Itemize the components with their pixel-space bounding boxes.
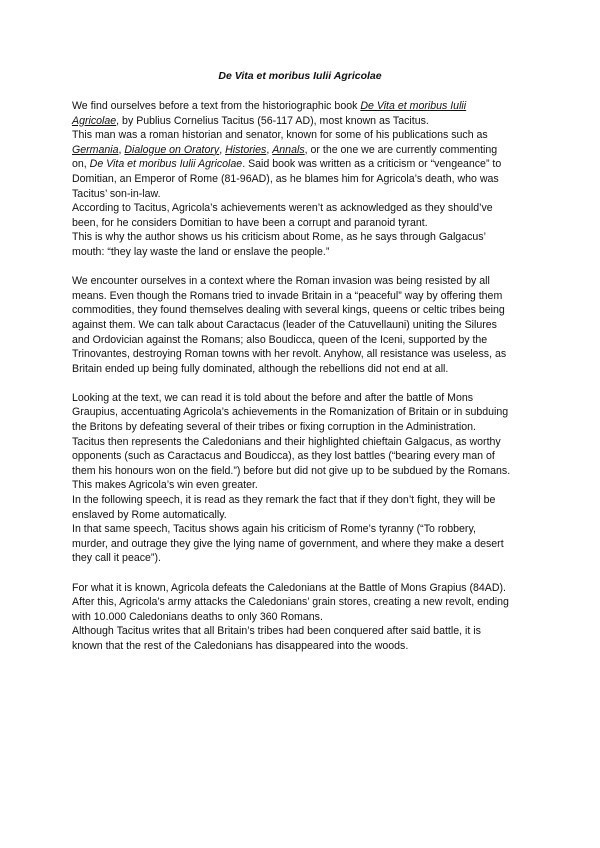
paragraph-speech: In the following speech, it is read as they remark the fact that if they don’t fight, they will be enslaved by Rome automatically. (72, 494, 496, 521)
paragraph-achievements: According to Tacitus, Agricola’s achievements weren’t as acknowledged as they should’ve been, for he considers Domitian to have been a corrupt and paranoid tyrant. (72, 202, 493, 229)
document-title: De Vita et moribus Iulii Agricolae (218, 70, 382, 82)
paragraph-caledonians: Tacitus then represents the Caledonians and their highlighted chieftain Galgacus, as worthy opponents (such as Caractacus and Boudicca), as they lost battles (“bearing every man of them his honours won on the field.”) before but did not give up to be subdued by the Romans. This makes Agricola’s win even greater. (72, 435, 511, 492)
link-annals[interactable]: Annals (272, 143, 305, 156)
document-body (72, 99, 514, 654)
paragraph-gap (72, 260, 514, 275)
text-run: This man was a roman historian and senator, known for some of his publications such as (72, 129, 488, 142)
paragraph-intro (72, 99, 514, 128)
text-run: , or the one we are currently commenting on, (72, 143, 498, 171)
paragraph-woods: Although Tacitus writes that all Britain’s tribes had been conquered after said battle, it is known that the rest of the Caledonians has disappeared into the woods. (72, 625, 481, 652)
paragraph-criticism: This is why the author shows us his criticism about Rome, as he says through Galgacus’ mouth: “they lay waste the land or enslave the people.” (72, 231, 486, 258)
paragraph-mons-graupius: Looking at the text, we can read it is told about the before and after the battle of Mons Graupius, accentuating Agricola’s achievements in the Romanization of Britain or in subduing the Britons by defeating several of their tribes or fixing corruption in the Administration. (72, 391, 509, 434)
text-run: We find ourselves before a text from the historiographic book (72, 100, 361, 112)
paragraph-tyranny: In that same speech, Tacitus shows again his criticism of Rome’s tyranny (“To robbery, murder, and outrage they give the lying name of government, and where they make a desert they call it peace”). (72, 523, 504, 565)
text-run: . Said book was written as a criticism or “vengeance” to Domitian, an Emperor of Rome (81-96AD), as he blames him for Agricola’s death, who was Tacitus’ son-in-law. (72, 158, 502, 200)
paragraph-gap (72, 566, 514, 581)
paragraph-revolt: After this, Agricola’s army attacks the Caledonians’ grain stores, creating a new revolt, ending with 10.000 Caledonians deaths to only 360 Romans. (72, 596, 509, 623)
text-run: , by Publius Cornelius Tacitus (56-117 AD), most known as Tacitus. (116, 114, 429, 127)
separator: , (118, 143, 125, 156)
paragraph-author (72, 128, 514, 201)
book-title-link[interactable]: De Vita et moribus Iulii Agricolae (72, 100, 467, 127)
separator: , (266, 143, 273, 156)
link-germania[interactable]: Germania (72, 143, 119, 156)
separator: , (219, 143, 226, 156)
book-title-italic: De Vita et moribus Iulii Agricolae (89, 158, 243, 171)
paragraph-gap (72, 376, 514, 391)
paragraph-context: We encounter ourselves in a context where the Roman invasion was being resisted by all means. Even though the Romans tried to invade Britain in a “peaceful” way by offering them commodities, they found themselves dealing with several kings, queens or celtic tribes being against them. We can talk about Caractacus (leader of the Catuvellauni) uniting the Silures and Ordovician against the Romans; also Boudicca, queen of the Iceni, supported by the Trinovantes, destroying Roman towns with her revolt. Anyhow, all resistance was useless, as Britain ended up being fully dominated, although the rebellions did not end at all. (72, 275, 507, 375)
link-dialogue-on-oratory[interactable]: Dialogue on Oratory (124, 143, 220, 156)
paragraph-battle: For what it is known, Agricola defeats the Caledonians at the Battle of Mons Grapius (84AD). (72, 581, 506, 594)
link-histories[interactable]: Histories (225, 143, 267, 156)
